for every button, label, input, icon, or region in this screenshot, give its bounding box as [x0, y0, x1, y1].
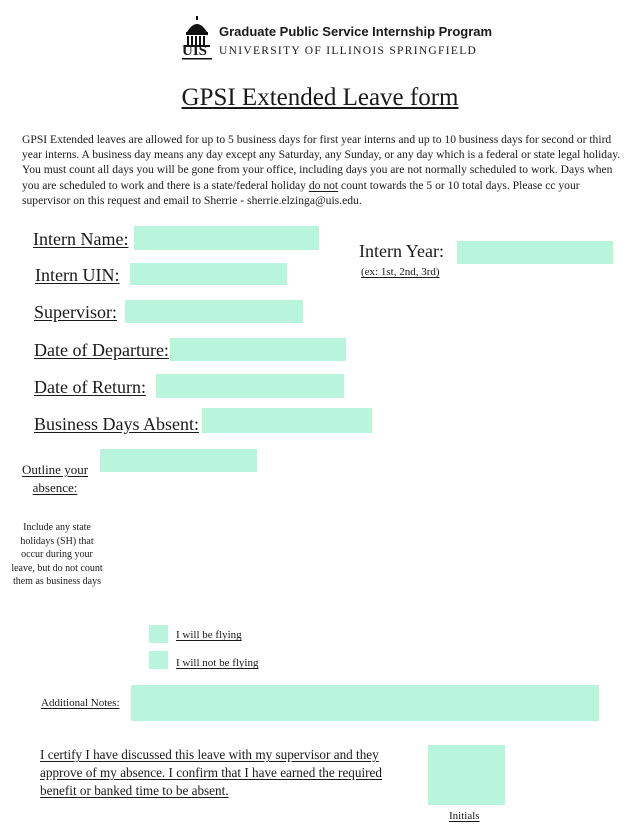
- additional-notes-field[interactable]: [131, 685, 599, 721]
- intern-name-label: Intern Name:: [33, 229, 129, 249]
- intern-uin-field[interactable]: [130, 263, 287, 285]
- return-field[interactable]: [156, 374, 344, 398]
- university-name: UNIVERSITY OF ILLINOIS SPRINGFIELD: [219, 45, 478, 57]
- not-flying-checkbox[interactable]: [149, 651, 168, 669]
- additional-notes-label: Additional Notes:: [41, 697, 120, 709]
- departure-field[interactable]: [170, 338, 346, 361]
- intern-year-hint: (ex: 1st, 2nd, 3rd): [361, 266, 440, 278]
- certification-statement: I certify I have discussed this leave with my supervisor and they approve of my absence. I confirm that I have earned the required benefit or banked time to be absent.: [40, 747, 382, 798]
- program-name: Graduate Public Service Internship Program: [219, 24, 493, 39]
- intern-year-field[interactable]: [457, 241, 613, 264]
- departure-label: Date of Departure:: [34, 340, 169, 360]
- supervisor-field[interactable]: [125, 300, 303, 323]
- intern-name-field[interactable]: [134, 226, 319, 250]
- supervisor-label: Supervisor:: [34, 302, 117, 322]
- outline-field[interactable]: [100, 449, 257, 472]
- holiday-note: Include any state holidays (SH) that occur during your leave, but do not count them as business days: [11, 522, 103, 587]
- intro-emphasis: do not: [308, 178, 339, 192]
- flying-label: I will be flying: [176, 629, 242, 641]
- intern-year-label: Intern Year:: [359, 241, 444, 261]
- logo-text: UIS: [182, 43, 208, 59]
- intro-paragraph: GPSI Extended leaves are allowed for up to 5 business days for first year interns and up to 10 business days for second or third year interns. A business day means any day except any Saturday, any Sunday, or any day which is a federal or state legal holiday. You must count all days you will be gone from your office, including days you are not normally scheduled to work. Days when you are scheduled to work and there is a state/federal holiday do not count towards the 5 or 10 total days. Please cc your supervisor on this request and email to Sherrie - sherrie.elzinga@uis.edu.: [22, 133, 621, 207]
- not-flying-label: I will not be flying: [176, 657, 259, 669]
- outline-label-line1: Outline your: [21, 462, 89, 477]
- business-days-field[interactable]: [202, 408, 372, 433]
- initials-field[interactable]: [428, 745, 505, 805]
- business-days-label: Business Days Absent:: [34, 414, 200, 434]
- page-title: GPSI Extended Leave form: [181, 84, 459, 111]
- intern-uin-label: Intern UIN:: [35, 265, 120, 285]
- outline-label-line2: absence:: [32, 480, 78, 495]
- return-label: Date of Return:: [34, 377, 146, 397]
- flying-checkbox[interactable]: [149, 625, 168, 643]
- initials-label: Initials: [449, 810, 480, 822]
